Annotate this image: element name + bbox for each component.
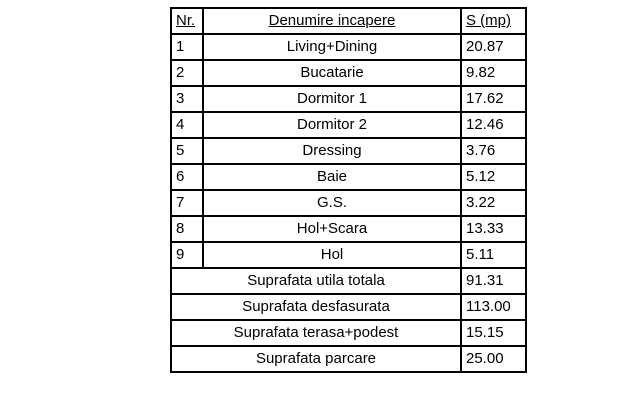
summary-label: Suprafata parcare [171,346,461,372]
summary-label: Suprafata utila totala [171,268,461,294]
row-room-name: Living+Dining [203,34,461,60]
table-row [171,242,526,268]
row-room-name: Bucatarie [203,60,461,86]
table-row [171,112,526,138]
header-nr: Nr. [171,8,203,34]
row-room-name: G.S. [203,190,461,216]
row-room-name: Dormitor 2 [203,112,461,138]
summary-label: Suprafata desfasurata [171,294,461,320]
row-area: 12.46 [461,112,526,138]
row-nr: 5 [171,138,203,164]
summary-value: 91.31 [461,268,526,294]
row-nr: 4 [171,112,203,138]
table-row [171,164,526,190]
row-area: 13.33 [461,216,526,242]
summary-value: 15.15 [461,320,526,346]
summary-value: 113.00 [461,294,526,320]
row-nr: 3 [171,86,203,112]
header-room-name: Denumire incapere [203,8,461,34]
summary-row-built-area [171,294,526,320]
row-area: 3.76 [461,138,526,164]
summary-row-parking-area [171,346,526,372]
table-header-row [171,8,526,34]
row-area: 5.12 [461,164,526,190]
row-nr: 2 [171,60,203,86]
table-row [171,34,526,60]
row-area: 17.62 [461,86,526,112]
row-area: 9.82 [461,60,526,86]
row-room-name: Hol [203,242,461,268]
row-room-name: Dormitor 1 [203,86,461,112]
table-row [171,138,526,164]
row-room-name: Hol+Scara [203,216,461,242]
row-area: 5.11 [461,242,526,268]
summary-row-terrace-area [171,320,526,346]
row-nr: 6 [171,164,203,190]
row-nr: 1 [171,34,203,60]
table-row [171,60,526,86]
row-room-name: Baie [203,164,461,190]
row-nr: 8 [171,216,203,242]
table-row [171,216,526,242]
header-area: S (mp) [461,8,526,34]
summary-value: 25.00 [461,346,526,372]
summary-label: Suprafata terasa+podest [171,320,461,346]
summary-row-usable-area [171,268,526,294]
room-area-table [170,7,527,373]
table-row [171,86,526,112]
row-room-name: Dressing [203,138,461,164]
row-nr: 7 [171,190,203,216]
table-row [171,190,526,216]
row-area: 3.22 [461,190,526,216]
row-area: 20.87 [461,34,526,60]
row-nr: 9 [171,242,203,268]
